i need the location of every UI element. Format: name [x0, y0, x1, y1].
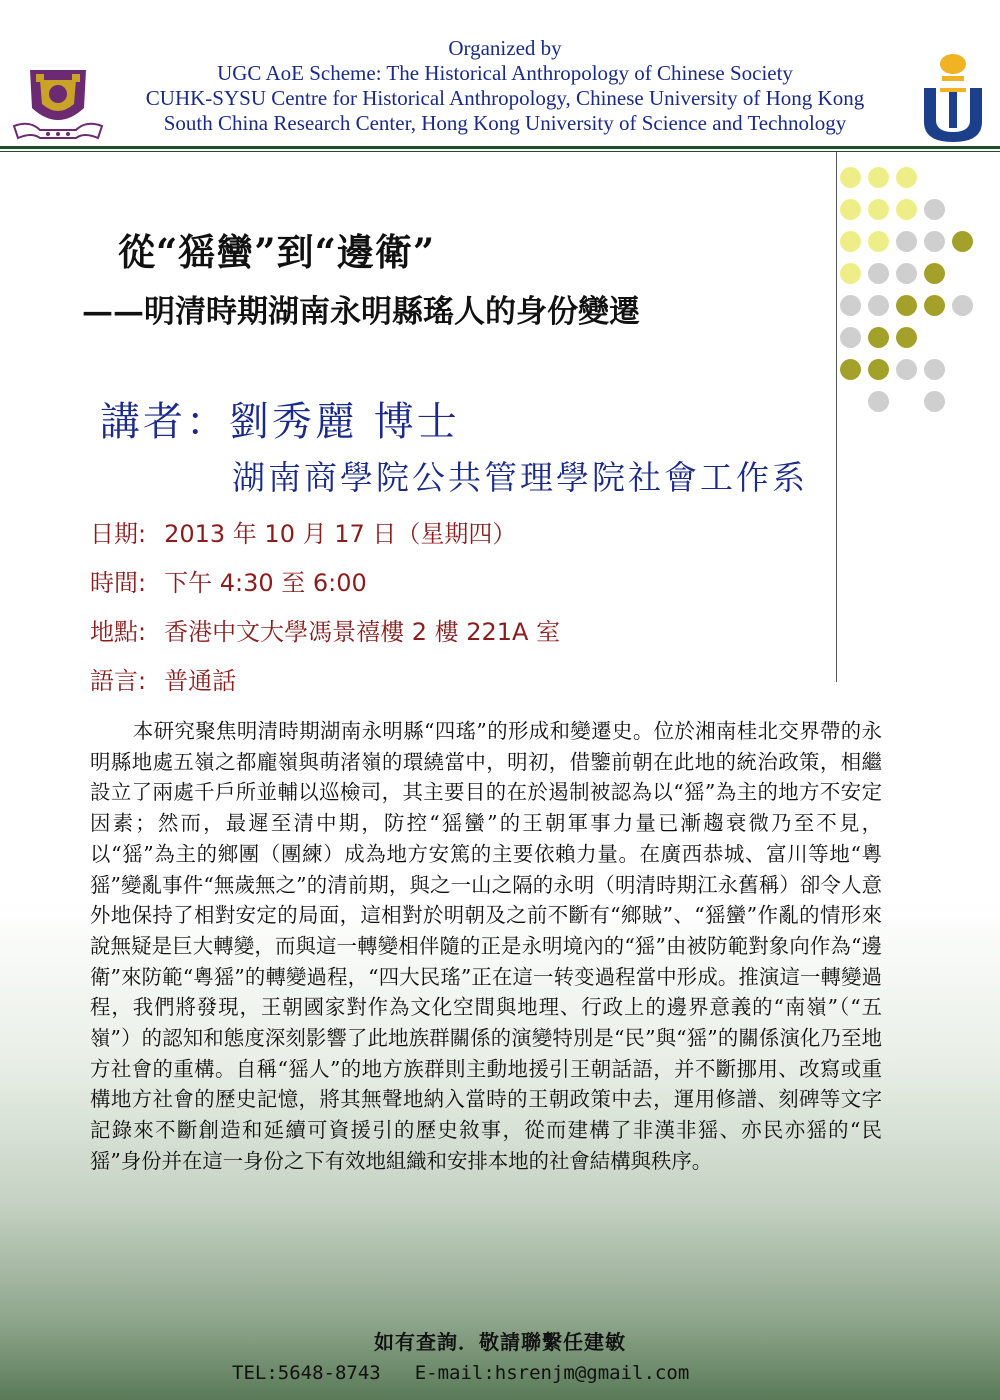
dot — [924, 231, 945, 252]
dot — [896, 263, 917, 284]
venue-value: 香港中文大學馮景禧樓 2 樓 221A 室 — [164, 618, 561, 646]
dot — [840, 167, 861, 188]
dot — [868, 391, 889, 412]
dot — [896, 327, 917, 348]
venue-label: 地點: — [90, 618, 147, 646]
speaker-name: 講者：劉秀麗 博士 — [100, 399, 460, 445]
language-row — [90, 661, 236, 696]
abstract — [90, 716, 882, 1177]
hkust-emblem-icon — [918, 48, 988, 146]
header-rule-thin — [0, 151, 1000, 152]
dot — [924, 199, 945, 220]
date-row — [90, 514, 516, 549]
dot — [952, 231, 973, 252]
dot — [896, 199, 917, 220]
event-subtitle: ——明清時期湖南永明縣瑤人的身份變遷 — [82, 294, 640, 330]
decorative-dot-grid — [838, 165, 988, 415]
organizer-line-3: South China Research Center, Hong Kong University of Science and Technology — [163, 111, 847, 135]
dot — [896, 359, 917, 380]
dot — [868, 327, 889, 348]
dot — [840, 263, 861, 284]
organizer-line-1: UGC AoE Scheme: The Historical Anthropology of Chinese Society — [217, 61, 793, 85]
dot — [868, 263, 889, 284]
contact-inquiry: 如有查詢．敬請聯繫任建敏 — [374, 1330, 626, 1354]
dot — [868, 231, 889, 252]
language-label: 語言: — [90, 667, 147, 695]
dot — [896, 167, 917, 188]
dot — [896, 231, 917, 252]
dot — [840, 327, 861, 348]
dot — [868, 167, 889, 188]
venue-row — [90, 612, 560, 647]
organizer-line-2: CUHK-SYSU Centre for Historical Anthropology, Chinese University of Hong Kong — [145, 86, 865, 110]
dot — [896, 295, 917, 316]
event-title: 從“猺蠻”到“邊衛” — [118, 230, 436, 274]
time-row — [90, 563, 367, 598]
dot — [924, 359, 945, 380]
dot — [952, 295, 973, 316]
dot — [924, 295, 945, 316]
abstract-text: 本研究聚焦明清時期湖南永明縣“四瑤”的形成和變遷史。位於湘南桂北交界帶的永明縣地處五嶺之都龐嶺與萌渚嶺的環繞當中，明初，借鑒前朝在此地的統治政策，相繼設立了兩處千戶所並輔以巡檢司，其主要目的在於遏制被認為以“猺”為主的地方不安定因素；然而，最遲至清中期，防控“猺蠻”的王朝軍事力量已漸趨衰微乃至不見，以“猺”為主的鄉團（團練）成為地方安篤的主要依賴力量。在廣西恭城、富川等地“粵猺”變亂事件“無歲無之”的清前期，與之一山之隔的永明（明清時期江永舊稱）卻令人意外地保持了相對安定的局面，這相對於明朝及之前不斷有“鄉賊”、“猺蠻”作亂的情形來說無疑是巨大轉變，而與這一轉變相伴隨的正是永明境內的“猺”由被防範對象向作為“邊衛”來防範“粵猺”的轉變過程，“四大民瑤”正在這一转变過程當中形成。推演這一轉變過程，我們將發現，王朝國家對作為文化空間與地理、行政上的邊界意義的“南嶺”（“五嶺”）的認知和態度深刻影響了此地族群關係的演變特別是“民”與“猺”的關係演化乃至地方社會的重構。自稱“猺人”的地方族群則主動地援引王朝話語，并不斷挪用、改寫或重構地方社會的歷史記憶，將其無聲地納入當時的王朝政策中去，運用修譜、刻碑等文字記錄來不斷創造和延續可資援引的歷史敘事，從而建構了非漢非猺、亦民亦猺的“民猺”身份并在這一身份之下有效地組織和安排本地的社會結構與秩序。 — [90, 719, 882, 1173]
dot — [924, 263, 945, 284]
header — [0, 0, 1000, 152]
language-value: 普通話 — [164, 667, 237, 695]
dot — [924, 391, 945, 412]
date-value: 2013 年 10 月 17 日（星期四） — [164, 520, 517, 548]
dot — [840, 359, 861, 380]
contact-tel: TEL:5648-8743 — [232, 1362, 381, 1384]
header-rule-thick — [0, 146, 1000, 149]
time-value: 下午 4:30 至 6:00 — [164, 569, 367, 597]
date-label: 日期: — [90, 520, 147, 548]
dot — [868, 199, 889, 220]
contact-email: E-mail:hsrenjm@gmail.com — [414, 1362, 690, 1384]
dot — [840, 231, 861, 252]
organized-by: Organized by — [448, 36, 562, 60]
dot — [840, 199, 861, 220]
vertical-divider — [836, 152, 837, 682]
dot — [868, 295, 889, 316]
dot — [868, 359, 889, 380]
organizer-block — [100, 36, 910, 136]
speaker-affiliation: 湖南商學院公共管理學院社會工作系 — [232, 458, 808, 497]
cuhk-crest-icon — [10, 64, 106, 144]
contact-details — [232, 1362, 689, 1384]
time-label: 時間: — [90, 569, 147, 597]
dot — [840, 295, 861, 316]
